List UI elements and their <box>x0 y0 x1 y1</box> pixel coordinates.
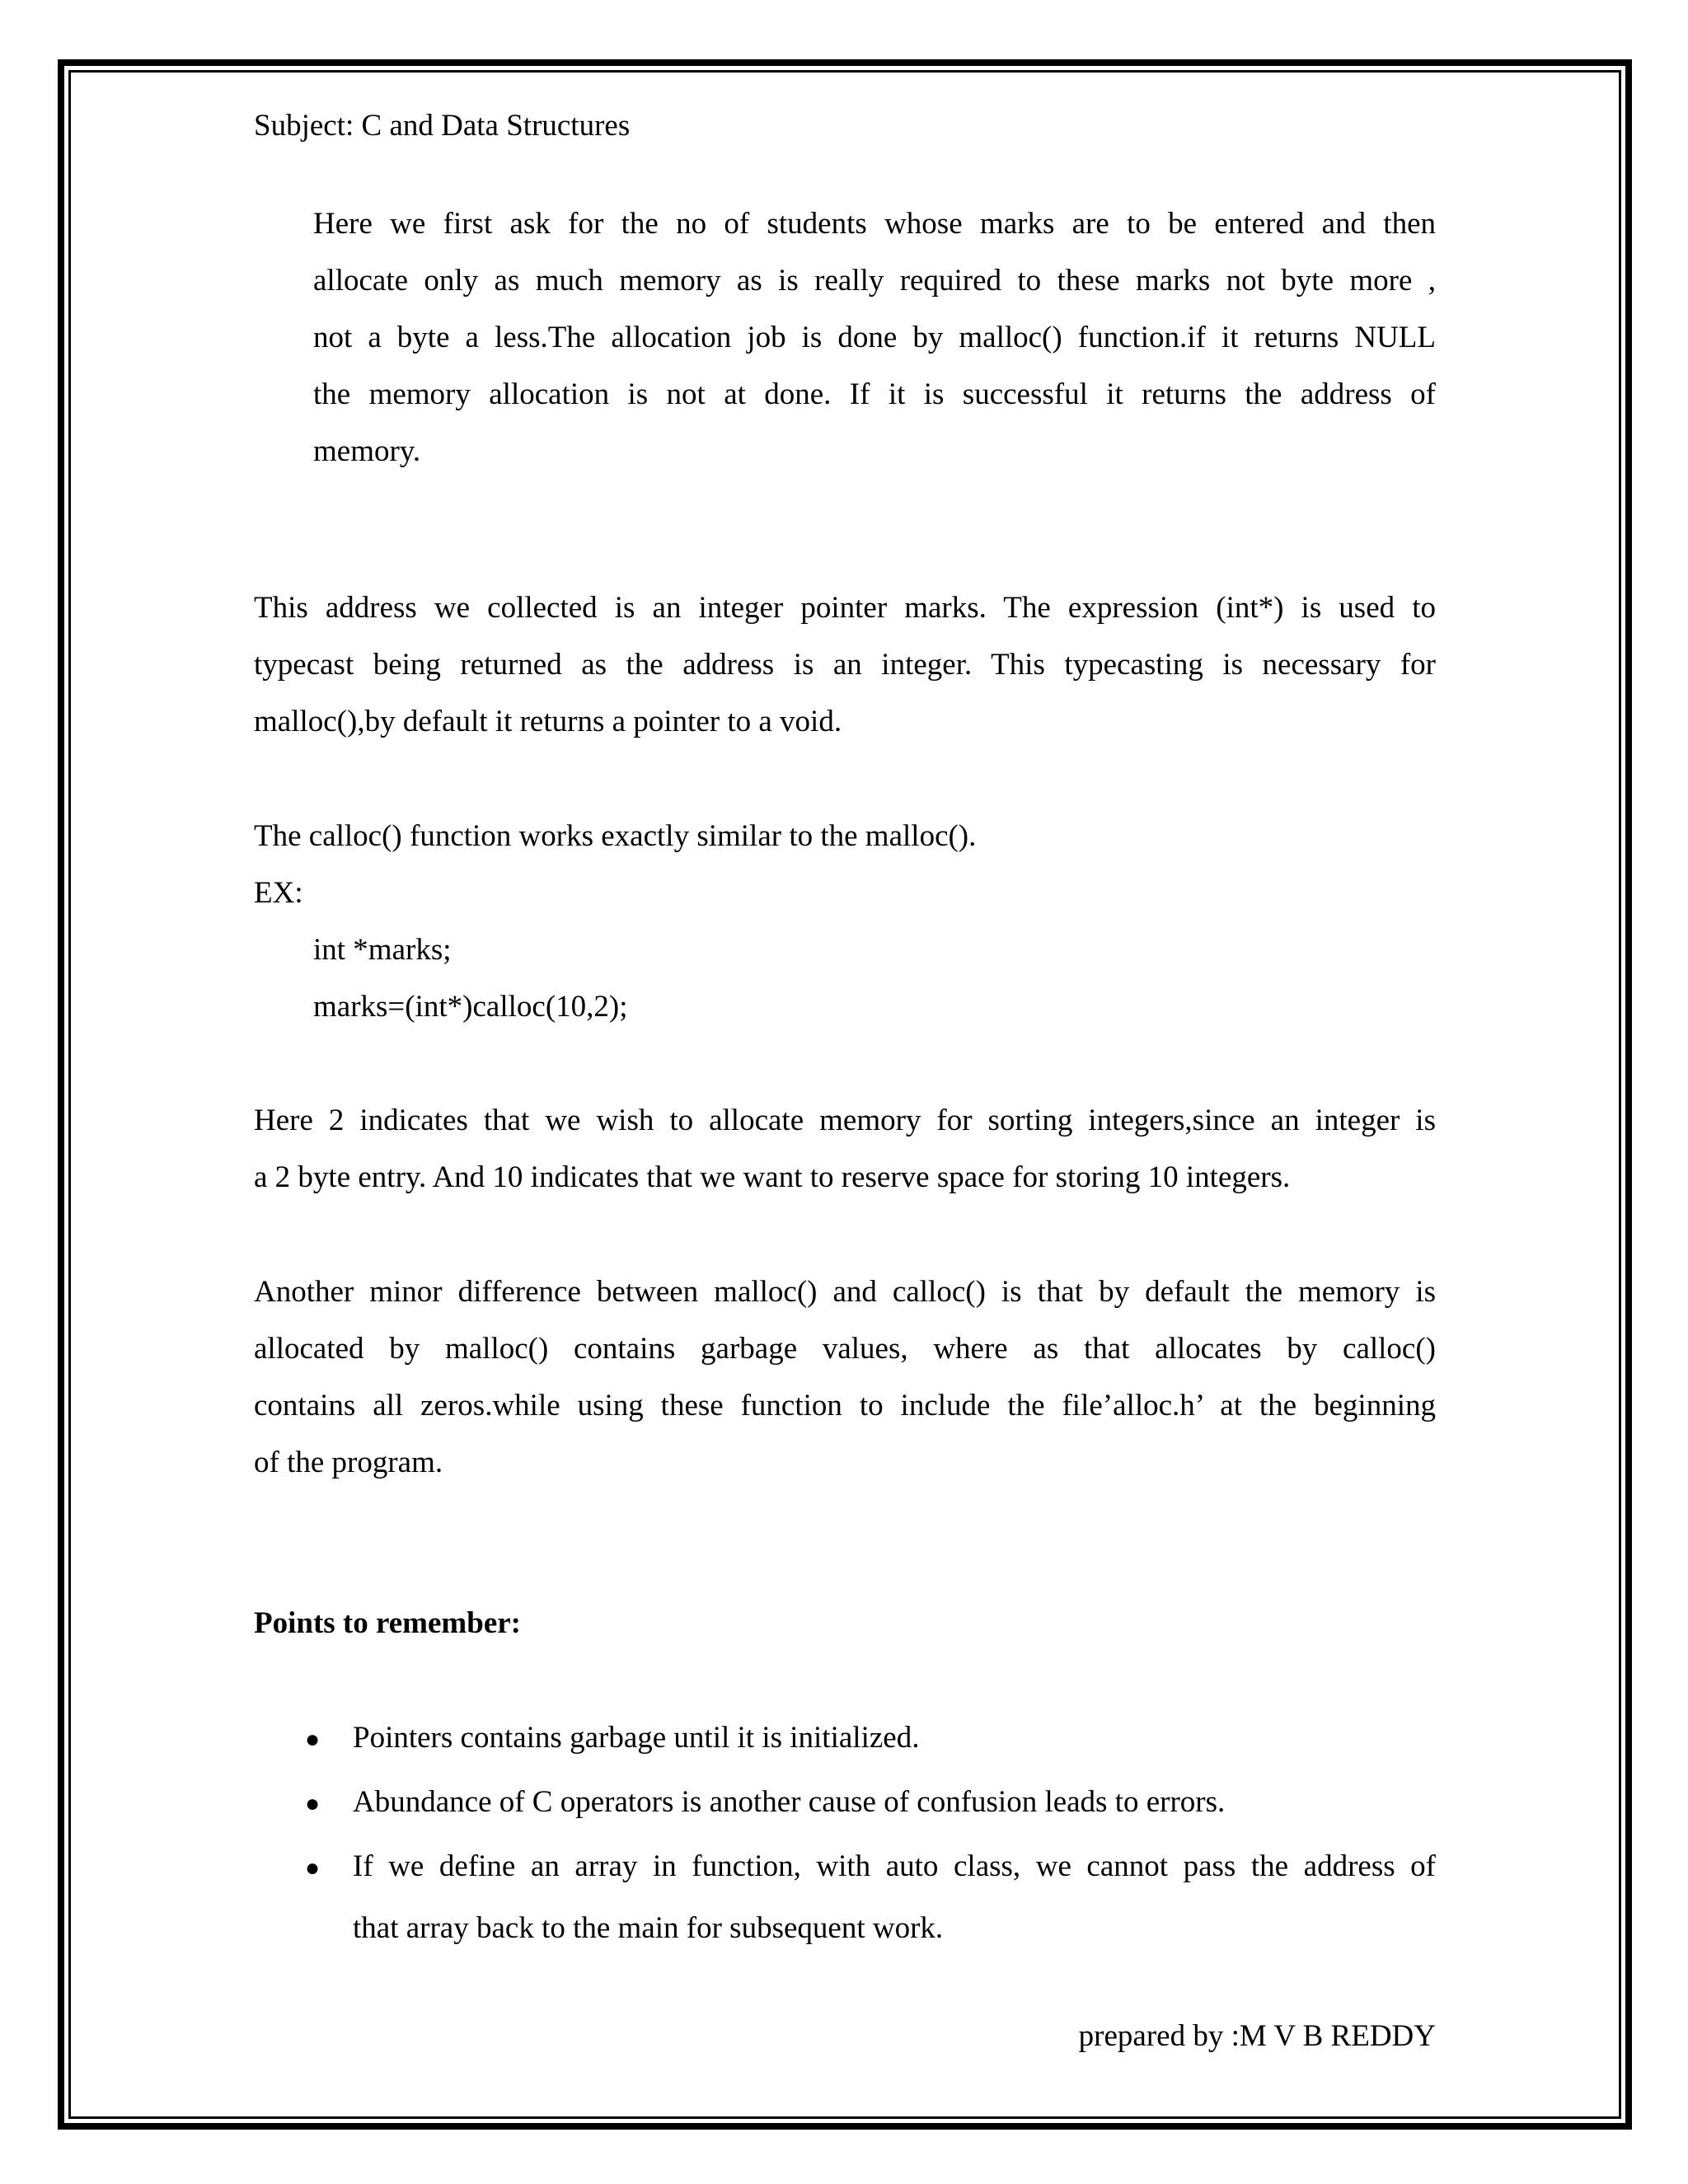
paragraph-line: the memory allocation is not at done. If it is successful it returns the address of <box>313 377 1436 411</box>
code-line: int *marks; <box>313 933 452 967</box>
paragraph-line: allocate only as much memory as is really required to these marks not byte more , <box>313 264 1436 298</box>
paragraph-line: Another minor difference between malloc() and calloc() is that by default the memory is <box>254 1275 1436 1309</box>
points-heading: Points to remember: <box>254 1606 521 1640</box>
bullet-icon: ● <box>305 1726 321 1753</box>
paragraph-line: This address we collected is an integer pointer marks. The expression (int*) is used to <box>254 591 1436 625</box>
example-label: EX: <box>254 876 303 910</box>
bullet-icon: ● <box>305 1854 321 1882</box>
paragraph-line: not a byte a less.The allocation job is done by malloc() function.if it returns NULL <box>313 321 1436 354</box>
list-item-text: that array back to the main for subsequent work. <box>353 1911 944 1945</box>
paragraph-line: allocated by malloc() contains garbage values, where as that allocates by calloc() <box>254 1332 1436 1366</box>
paragraph-line: malloc(),by default it returns a pointer to a void. <box>254 705 842 738</box>
bullet-icon: ● <box>305 1790 321 1817</box>
calloc-intro: The calloc() function works exactly similar to the malloc(). <box>254 819 977 853</box>
paragraph-line: a 2 byte entry. And 10 indicates that we want to reserve space for storing 10 integers. <box>254 1160 1291 1194</box>
paragraph-line: memory. <box>313 434 421 468</box>
list-item-text: Pointers contains garbage until it is initialized. <box>353 1721 920 1755</box>
list-item-text: If we define an array in function, with auto class, we cannot pass the address of <box>353 1849 1436 1883</box>
paragraph-line: contains all zeros.while using these function to include the file’alloc.h’ at the beginning <box>254 1389 1436 1422</box>
list-item-text: Abundance of C operators is another cause of confusion leads to errors. <box>353 1785 1226 1819</box>
subject-header: Subject: C and Data Structures <box>254 109 631 143</box>
code-line: marks=(int*)calloc(10,2); <box>313 990 628 1024</box>
paragraph-line: typecast being returned as the address is an integer. This typecasting is necessary for <box>254 648 1436 682</box>
paragraph-line: Here we first ask for the no of students whose marks are to be entered and then <box>313 207 1436 241</box>
paragraph-line: Here 2 indicates that we wish to allocate memory for sorting integers,since an integer is <box>254 1104 1436 1137</box>
paragraph-line: of the program. <box>254 1446 443 1479</box>
author-signature: prepared by :M V B REDDY <box>1078 2019 1436 2053</box>
